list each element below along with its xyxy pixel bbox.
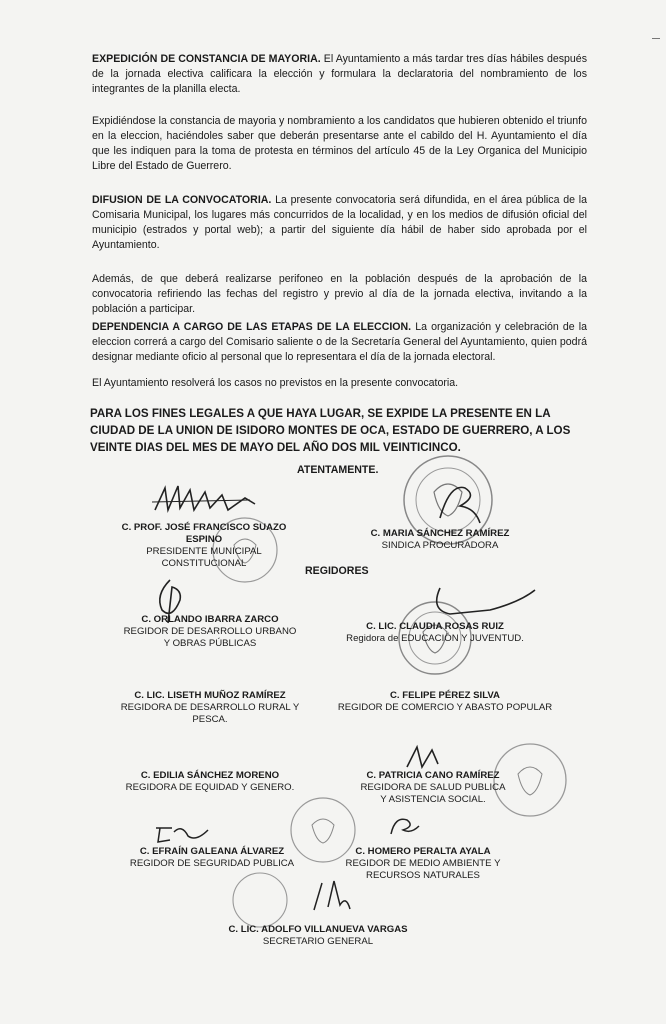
paragraph-expedicion (92, 114, 587, 174)
signatory-role: REGIDORA DE DESARROLLO RURAL Y PESCA. (120, 702, 300, 725)
signatory-patricia (358, 770, 508, 806)
signatory-name: C. PATRICIA CANO RAMÍREZ (366, 770, 500, 781)
signatory-orlando (120, 614, 300, 650)
paragraph-text: El Ayuntamiento a más tardar tres días hábiles después de la jornada electiva calificara la elección y formulara la declaratoria del nombramiento de los integrantes de la planilla electa. (92, 53, 587, 95)
paragraph-perifoneo (92, 272, 587, 317)
signatory-role: PRESIDENTE MUNICIPAL CONSTITUCIONAL (146, 546, 262, 569)
signatory-name: C. ORLANDO IBARRA ZARCO (141, 614, 279, 625)
signatory-claudia (345, 621, 525, 645)
signatory-secretario (218, 924, 418, 948)
paragraph-dependencia (92, 320, 587, 365)
signatory-role: SINDICA PROCURADORA (381, 540, 499, 551)
signatory-presidente (104, 522, 304, 570)
signature-patricia (402, 742, 442, 772)
signatory-edilia (115, 770, 305, 794)
signatory-name: C. EFRAÍN GALEANA ÁLVAREZ (139, 846, 285, 857)
margin-mark (652, 38, 660, 39)
signatory-role: REGIDOR DE DESARROLLO URBANO Y OBRAS PÚBLICAS (123, 626, 297, 649)
signatory-sindica (365, 528, 515, 552)
signatory-name: C. LIC. CLAUDIA ROSAS RUIZ (366, 621, 504, 632)
signatory-role: REGIDORA DE EQUIDAD Y GENERO. (125, 782, 295, 793)
signatory-name: C. MARIA SÁNCHEZ RAMÍREZ (370, 528, 510, 539)
signatory-role: REGIDOR DE MEDIO AMBIENTE Y RECURSOS NATURALES (345, 858, 501, 881)
paragraph-text: Expidiéndose la constancia de mayoria y nombramiento a los candidatos que hubieren obtenido el triunfo en la eleccion, haciéndoles saber que deberán presentarse ante el cabildo del H. Ayuntamiento el día que les indiquen para la toma de protesta en términos del artículo 45 de la Ley Organica del Municipio Libre del Estado de Guerrero. (92, 115, 587, 172)
regidores-heading: REGIDORES (305, 565, 369, 577)
paragraph-text: La presente convocatoria será difundida, en el área pública de la Comisaria Municipal, los lugares más concurridos de la localidad, y en los medios de difusión oficial del municipio (estrados y portal web); a partir del siguiente día hábil de haber sido aprobada por el Ayuntamiento. (92, 194, 587, 251)
signatory-name: C. FELIPE PÉREZ SILVA (390, 690, 500, 701)
paragraph-text: La organización y celebración de la eleccion correrá a cargo del Comisario saliente o de la Secretaría General del Ayuntamiento, quien podrá designar mediante oficio al personal que lo representara el día de la jornada electoral. (92, 321, 587, 363)
signatory-name: C. LIC. ADOLFO VILLANUEVA VARGAS (228, 924, 408, 935)
signatory-efrain (112, 846, 312, 870)
signatory-homero (338, 846, 508, 882)
signatory-role: REGIDOR DE COMERCIO Y ABASTO POPULAR (337, 702, 553, 713)
signatory-liseth (110, 690, 310, 726)
municipal-seal (230, 870, 290, 930)
signatory-role: Regidora de EDUCACIÓN Y JUVENTUD. (346, 633, 524, 644)
signature-homero (385, 812, 425, 842)
signatory-role: REGIDOR DE SEGURIDAD PUBLICA (129, 858, 295, 869)
signatory-felipe (330, 690, 560, 714)
paragraph-heading: EXPEDICIÓN DE CONSTANCIA DE MAYORIA. (92, 53, 321, 65)
signatory-name: C. PROF. JOSÉ FRANCISCO SUAZO ESPINO (121, 522, 287, 545)
paragraph-difusion (92, 193, 587, 253)
paragraph-constancia (92, 52, 587, 97)
paragraph-casos (92, 376, 587, 391)
signatory-name: C. HOMERO PERALTA AYALA (355, 846, 491, 857)
paragraph-text: El Ayuntamiento resolverá los casos no previstos en la presente convocatoria. (92, 377, 459, 389)
paragraph-heading: DIFUSION DE LA CONVOCATORIA. (92, 194, 272, 206)
signature-presidente (150, 480, 260, 520)
signatory-name: C. LIC. LISETH MUÑOZ RAMÍREZ (134, 690, 286, 701)
signature-efrain (152, 820, 212, 845)
signature-sindica (430, 478, 490, 528)
paragraph-heading: DEPENDENCIA A CARGO DE LAS ETAPAS DE LA ELECCION. (92, 321, 412, 333)
signatory-name: C. EDILIA SÁNCHEZ MORENO (140, 770, 280, 781)
signatory-role: REGIDORA DE SALUD PUBLICA Y ASISTENCIA SOCIAL. (360, 782, 506, 805)
atentamente-label: ATENTAMENTE. (297, 464, 379, 476)
paragraph-text: Además, de que deberá realizarse perifoneo en la población después de la aprobación de la convocatoria refiriendo las fechas del registro y previo al día de la jornada electiva, invitando a la población a participar. (92, 273, 587, 315)
signatory-role: SECRETARIO GENERAL (262, 936, 374, 947)
closing-statement: PARA LOS FINES LEGALES A QUE HAYA LUGAR, SE EXPIDE LA PRESENTE EN LA CIUDAD DE LA UNION DE ISIDORO MONTES DE OCA, ESTADO DE GUERRERO, A LOS VEINTE DIAS DEL MES DE MAYO DEL AÑO DOS MIL VEINTICINCO. (90, 407, 571, 454)
signature-claudia (430, 580, 540, 620)
